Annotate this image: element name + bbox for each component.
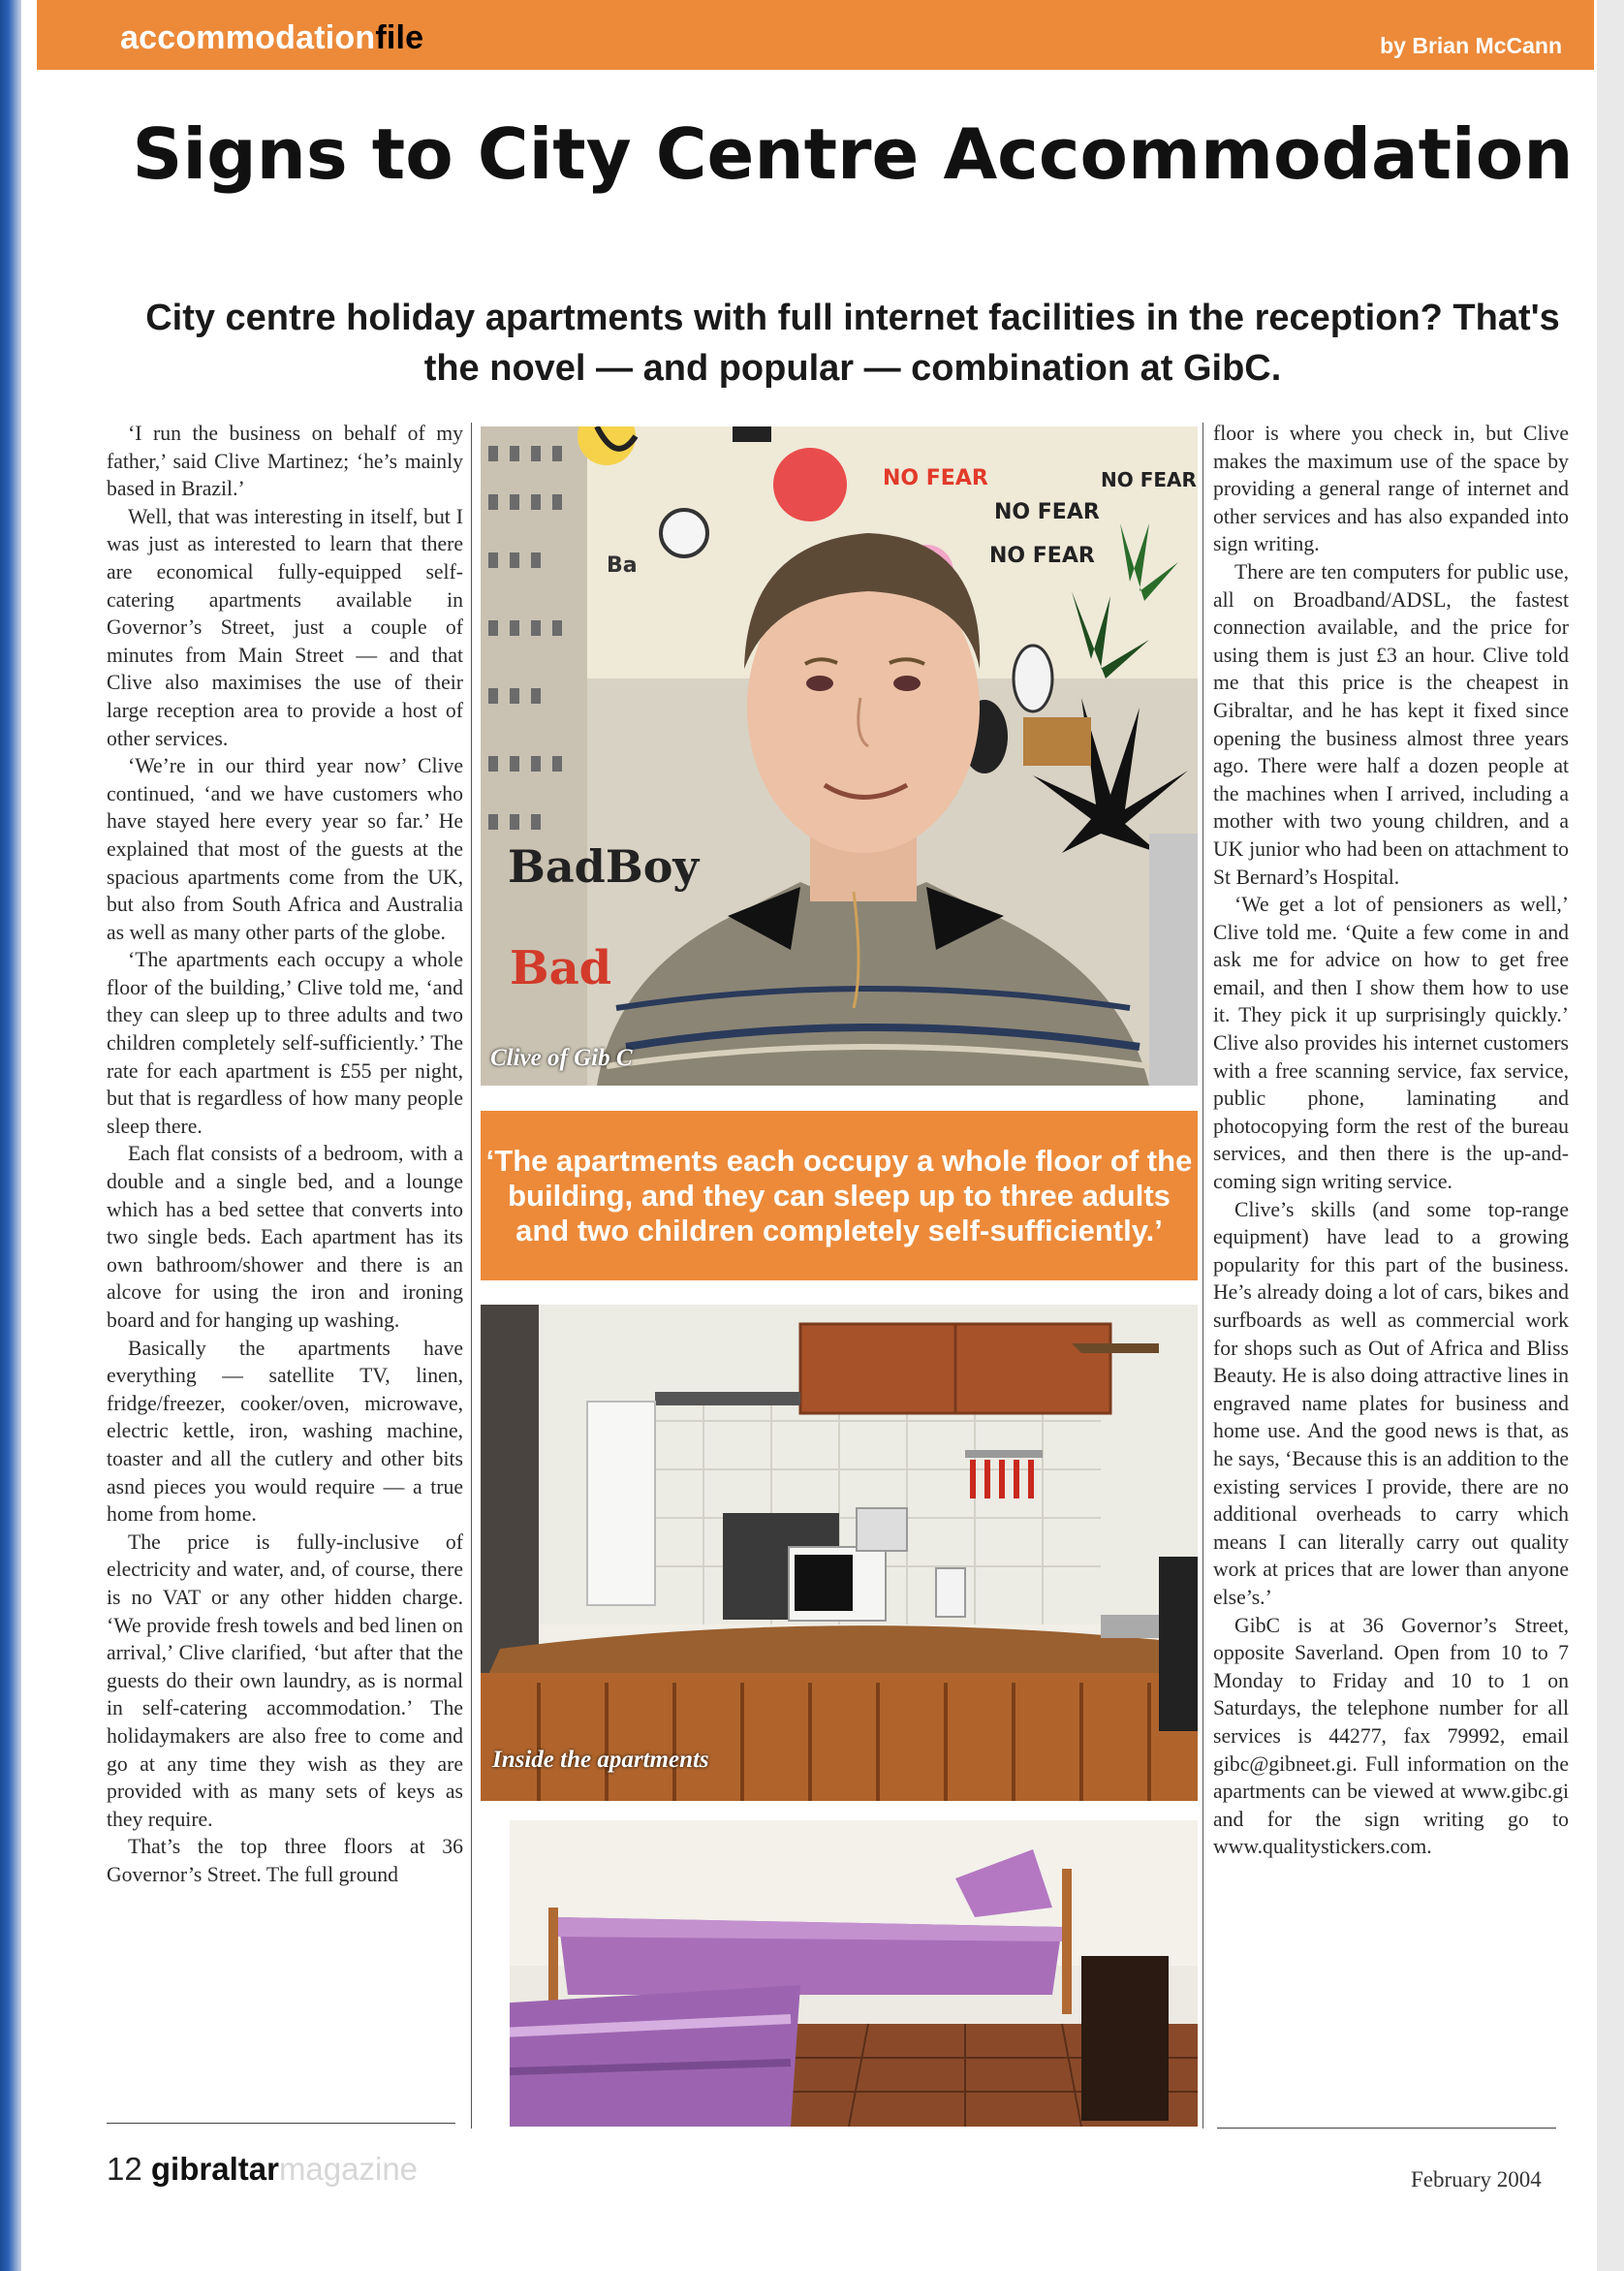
paragraph: ‘I run the business on behalf of my father,’ said Clive Martinez; ‘he’s mainly based in Brazil.’ <box>107 422 463 501</box>
page-edge <box>1597 0 1624 2271</box>
kitchen-photo <box>481 1305 1198 1801</box>
byline: by Brian McCann <box>1380 33 1562 58</box>
bedroom-photo <box>481 1820 1198 2127</box>
section-tag <box>120 19 423 57</box>
paragraph: floor is where you check in, but Clive makes the maximum use of the space by providing a general range of internet and other services and has also expanded into sign writing. <box>1213 422 1569 556</box>
wall-sticker-text: NO FEAR <box>883 466 988 490</box>
right-text-column <box>1213 420 1569 1861</box>
page-number: 12 <box>107 2151 142 2187</box>
magazine-brand: gibraltar <box>150 2151 279 2187</box>
portrait-caption: Clive of Gib C <box>490 1045 633 1071</box>
paragraph: Well, that was interesting in itself, but I was just as interested to learn that there are economical fully-equipped self-catering apartments available in Governor’s Street, just a couple of minutes from Main Street — and that Clive also maximises the use of their large reception area to provide a host of other services. <box>107 504 463 750</box>
wall-sticker-text: NO FEAR <box>989 544 1095 568</box>
wall-sticker-text: Ba <box>607 553 638 578</box>
column-divider-right <box>1202 423 1203 2129</box>
wall-sticker-text: NO FEAR <box>994 500 1100 524</box>
pull-quote: ‘The apartments each occupy a whole floor of the building, and they can sleep up to three adults and two children completely self-sufficiently.’ <box>481 1111 1198 1280</box>
page-folio <box>107 2151 418 2188</box>
magazine-brand-suffix: magazine <box>278 2151 419 2187</box>
bedroom-illustration <box>481 1820 1198 2127</box>
portrait-photo <box>481 426 1198 1086</box>
wall-sticker-text: NO FEAR <box>1101 468 1197 491</box>
paragraph: That’s the top three floors at 36 Governor’s Street. The full ground <box>107 1835 463 1886</box>
section-tag-bold: file <box>375 19 424 56</box>
wall-sticker-text: BadBoy <box>508 840 700 893</box>
section-tag-light: accommodation <box>120 19 376 56</box>
section-header-bar <box>37 0 1594 70</box>
spine-edge <box>0 0 21 2271</box>
kitchen-caption: Inside the apartments <box>492 1747 709 1773</box>
paragraph: GibC is at 36 Governor’s Street, opposite Saverland. Open from 10 to 7 Monday to Friday and 10 to 1 on Saturdays, the telephone number for all services is 44277, fax 79992, email gibc@gibneet.gi. Full information on the apartments can be viewed at www.gibc.gi and for the sign writing go to www.qualitystickers.com. <box>1213 1613 1569 1859</box>
article-title: Signs to City Centre Accommodation <box>132 113 1574 195</box>
paragraph: Basically the apartments have everything — satellite TV, linen, fridge/freezer, cooker/oven, microwave, electric kettle, iron, washing machine, toaster and all the cutlery and other bits asnd pieces you would require — a true home from home. <box>107 1336 463 1527</box>
paragraph: Each flat consists of a bedroom, with a double and a single bed, and a lounge which has a bed settee that converts into two single beds. Each apartment has its own bathroom/shower and there is an alcove for using the iron and ironing board and for hanging up washing. <box>107 1142 463 1332</box>
left-text-column <box>107 420 463 1888</box>
column-divider-left <box>471 423 472 2129</box>
paragraph: Clive’s skills (and some top-range equipment) have lead to a growing popularity for this part of the business. He’s already doing a lot of cars, bikes and surfboards as well as commercial work for shops such as Out of Africa and Bliss Beauty. He is also doing attractive lines in engraved name plates for business and home use. And the good news is that, as he says, ‘Because this is an addition to the existing services I provide, there are no additional overheads to carry which means I can literally carry out quality work at prices that are lower than anyone else’s.’ <box>1213 1197 1569 1609</box>
kitchen-illustration <box>481 1305 1198 1801</box>
article-standfirst: City centre holiday apartments with full internet facilities in the reception? That's the novel — and popular — combination at GibC. <box>145 298 1560 389</box>
wall-sticker-text: Bad <box>510 941 612 995</box>
paragraph: ‘The apartments each occupy a whole floor of the building,’ Clive told me, ‘and they can sleep up to three adults and two children completely self-sufficiently.’ The rate for each apartment is £55 per night, but that is regardless of how many people sleep there. <box>107 948 463 1138</box>
issue-date: February 2004 <box>1411 2167 1542 2192</box>
portrait-illustration <box>481 426 1198 1086</box>
paragraph: The price is fully-inclusive of electricity and water, and, of course, there is no VAT or any other hidden charge. ‘We provide fresh towels and bed linen on arrival,’ Clive clarified, ‘but after that the guests do their own laundry, as is normal in self-catering accommodation.’ The holidaymakers are also free to come and go at any time they wish as they are provided with as many sets of keys as they require. <box>107 1530 463 1831</box>
paragraph: There are ten computers for public use, all on Broadband/ADSL, the fastest connection available, and the price for using them is just £3 an hour. Clive told me that this price is the cheapest in Gibraltar, and he has kept it fixed since opening the business almost three years ago. There were half a dozen people at the machines when I arrived, including a mother with two young children, and a UK junior who had been on attachment to St Bernard’s Hospital. <box>1213 559 1569 889</box>
footer-rule-right <box>1217 2128 1556 2129</box>
paragraph: ‘We’re in our third year now’ Clive continued, ‘and we have customers who have stayed here every year so far.’ He explained that most of the guests at the spacious apartments come from the UK, but also from South Africa and Australia as well as many other parts of the globe. <box>107 754 463 944</box>
footer-rule-left <box>107 2123 455 2124</box>
paragraph: ‘We get a lot of pensioners as well,’ Clive told me. ‘Quite a few come in and ask me for advice on how to get free email, and then I show them how to use it. They pick it up surprisingly quickly.’ Clive also provides his internet customers with a free scanning service, fax service, public phone, laminating and photocopying form the rest of the bureau services, and then there is the up-and-coming sign writing service. <box>1213 893 1569 1194</box>
